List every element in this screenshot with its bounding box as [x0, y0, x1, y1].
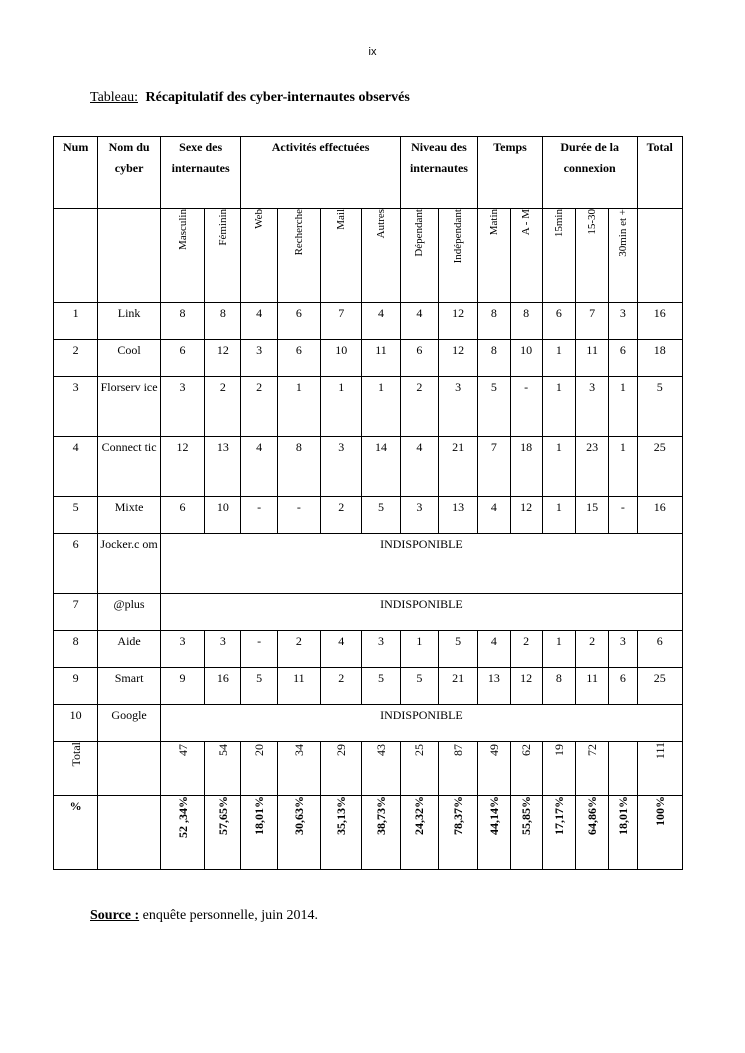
subheader-cell — [321, 209, 362, 303]
subheader-cell-text: Autres — [375, 209, 388, 239]
table-row — [54, 303, 683, 340]
row-cell: 7 — [576, 303, 609, 340]
row-name: Smart — [98, 668, 160, 705]
percent-cell — [205, 796, 241, 870]
row-total: 6 — [637, 631, 682, 668]
percent-cell — [160, 796, 204, 870]
percent-cell-text: 64,86% — [585, 796, 600, 835]
subheader-cell-text: Web — [253, 209, 266, 229]
subheader-cell — [542, 209, 575, 303]
percent-cell-text: 30,63% — [291, 796, 306, 835]
row-cell: 1 — [609, 437, 637, 497]
row-cell: 21 — [438, 668, 477, 705]
totals-label-text: Total — [68, 742, 83, 767]
row-cell: - — [609, 497, 637, 534]
percent-cell-text: 17,17% — [551, 796, 566, 835]
totals-cell-text: 87 — [451, 744, 466, 756]
row-cell: 8 — [478, 303, 510, 340]
totals-cell — [241, 742, 277, 796]
row-cell: - — [241, 497, 277, 534]
row-cell: 5 — [241, 668, 277, 705]
row-cell: 3 — [609, 631, 637, 668]
percent-empty — [98, 796, 160, 870]
row-cell: 21 — [438, 437, 477, 497]
percent-cell — [576, 796, 609, 870]
row-cell: 3 — [609, 303, 637, 340]
row-cell: 9 — [160, 668, 204, 705]
totals-cell — [321, 742, 362, 796]
row-cell: 1 — [542, 497, 575, 534]
source-text: enquête personnelle, juin 2014. — [142, 908, 318, 923]
subheader-cell-text: A - M — [520, 209, 533, 236]
row-cell: 18 — [510, 437, 542, 497]
totals-cell-text: 72 — [585, 744, 600, 756]
totals-cell-text: 19 — [551, 744, 566, 756]
row-cell: - — [241, 631, 277, 668]
subheader-cell-text: Féminin — [216, 209, 229, 246]
row-cell: 12 — [160, 437, 204, 497]
totals-cell-text: 29 — [334, 744, 349, 756]
header-total: Total — [637, 137, 682, 209]
row-total: 16 — [637, 303, 682, 340]
row-cell: 3 — [160, 631, 204, 668]
percent-cell-text: 18,01% — [615, 796, 630, 835]
totals-cell-text: 47 — [175, 744, 190, 756]
table-row — [54, 497, 683, 534]
percent-cell — [321, 796, 362, 870]
header-duree: Durée de la connexion — [542, 137, 637, 209]
row-total: 18 — [637, 340, 682, 377]
row-cell: 16 — [205, 668, 241, 705]
row-cell: 3 — [241, 340, 277, 377]
row-cell: 7 — [478, 437, 510, 497]
header-sexe: Sexe des internautes — [160, 137, 241, 209]
row-cell: 11 — [362, 340, 400, 377]
row-cell: 4 — [400, 437, 438, 497]
totals-cell-text: 25 — [412, 744, 427, 756]
table-row — [54, 340, 683, 377]
subheader-cell-text: 30min et + — [616, 209, 629, 257]
row-cell: 1 — [277, 377, 320, 437]
caption-label: Tableau: — [90, 90, 138, 105]
row-cell: 8 — [205, 303, 241, 340]
row-cell: 5 — [478, 377, 510, 437]
header-temps: Temps — [478, 137, 543, 209]
row-num: 9 — [54, 668, 98, 705]
percent-cell-text: 18,01% — [252, 796, 267, 835]
row-cell: 3 — [438, 377, 477, 437]
table-row — [54, 594, 683, 631]
row-cell: 3 — [321, 437, 362, 497]
row-num: 4 — [54, 437, 98, 497]
row-cell: 5 — [362, 497, 400, 534]
totals-cell — [160, 742, 204, 796]
row-cell: 1 — [321, 377, 362, 437]
row-cell: 2 — [241, 377, 277, 437]
row-cell: 2 — [400, 377, 438, 437]
row-cell: 3 — [362, 631, 400, 668]
row-num: 2 — [54, 340, 98, 377]
subheader-cell — [438, 209, 477, 303]
totals-total — [637, 742, 682, 796]
subheader-cell-text: Recherche — [292, 209, 305, 256]
row-cell: 5 — [438, 631, 477, 668]
row-cell: 23 — [576, 437, 609, 497]
subheader-cell — [400, 209, 438, 303]
row-cell: 4 — [478, 497, 510, 534]
row-cell: 10 — [321, 340, 362, 377]
percent-cell — [478, 796, 510, 870]
row-num: 10 — [54, 705, 98, 742]
row-cell: 4 — [241, 303, 277, 340]
subheader-cell-text: 15min — [552, 209, 565, 238]
totals-cell — [510, 742, 542, 796]
row-cell: 6 — [400, 340, 438, 377]
row-num: 5 — [54, 497, 98, 534]
row-num: 8 — [54, 631, 98, 668]
subheader-cell — [478, 209, 510, 303]
totals-total-text: 111 — [652, 742, 667, 760]
percent-cell-text: 44,14% — [486, 796, 501, 835]
percent-cell-text: 55,85% — [519, 796, 534, 835]
row-cell: 2 — [205, 377, 241, 437]
row-cell: 8 — [510, 303, 542, 340]
row-cell: 12 — [510, 497, 542, 534]
row-name: Link — [98, 303, 160, 340]
row-cell: 1 — [609, 377, 637, 437]
row-num: 7 — [54, 594, 98, 631]
totals-cell — [362, 742, 400, 796]
subheader-empty — [98, 209, 160, 303]
row-cell: 12 — [205, 340, 241, 377]
percent-cell-text: 52 ,34% — [175, 796, 190, 838]
subheader-empty — [54, 209, 98, 303]
subheader-cell — [576, 209, 609, 303]
totals-cell — [400, 742, 438, 796]
row-name: Connect tic — [98, 437, 160, 497]
subheader-cell — [362, 209, 400, 303]
percent-cell-text: 38,73% — [374, 796, 389, 835]
row-cell: 12 — [438, 340, 477, 377]
subheader-cell-text: Matin — [487, 209, 500, 236]
row-cell: 15 — [576, 497, 609, 534]
table-caption — [90, 90, 410, 106]
row-cell: 1 — [362, 377, 400, 437]
row-cell: 11 — [277, 668, 320, 705]
row-cell: 1 — [400, 631, 438, 668]
row-name: Jocker.c om — [98, 534, 160, 594]
percent-cell — [362, 796, 400, 870]
subheader-row — [54, 209, 683, 303]
row-cell: 1 — [542, 377, 575, 437]
row-cell: 1 — [542, 340, 575, 377]
row-cell: 2 — [576, 631, 609, 668]
percent-cell — [438, 796, 477, 870]
row-total: 25 — [637, 437, 682, 497]
source-note — [90, 908, 318, 924]
row-cell: 3 — [205, 631, 241, 668]
row-cell: 13 — [438, 497, 477, 534]
row-total: 25 — [637, 668, 682, 705]
subheader-cell — [160, 209, 204, 303]
table-row — [54, 668, 683, 705]
percent-cell — [277, 796, 320, 870]
row-unavailable: INDISPONIBLE — [160, 534, 682, 594]
header-nom: Nom du cyber — [98, 137, 160, 209]
row-num: 6 — [54, 534, 98, 594]
percent-total-text: 100% — [652, 796, 667, 826]
row-cell: 6 — [277, 340, 320, 377]
row-cell: 3 — [400, 497, 438, 534]
row-name: Aide — [98, 631, 160, 668]
percent-cell — [400, 796, 438, 870]
percent-cell-text: 24,32% — [412, 796, 427, 835]
row-cell: 4 — [478, 631, 510, 668]
table-row — [54, 534, 683, 594]
totals-row — [54, 742, 683, 796]
subheader-cell — [205, 209, 241, 303]
row-cell: 4 — [321, 631, 362, 668]
percent-cell-text: 57,65% — [215, 796, 230, 835]
subheader-empty — [637, 209, 682, 303]
totals-label — [54, 742, 98, 796]
totals-cell — [478, 742, 510, 796]
subheader-cell — [510, 209, 542, 303]
row-cell: 6 — [609, 668, 637, 705]
row-cell: 7 — [321, 303, 362, 340]
table-row — [54, 631, 683, 668]
row-cell: 1 — [542, 631, 575, 668]
totals-cell — [438, 742, 477, 796]
row-cell: 8 — [277, 437, 320, 497]
row-cell: 4 — [241, 437, 277, 497]
row-cell: 11 — [576, 340, 609, 377]
row-cell: 3 — [160, 377, 204, 437]
totals-cell-text: 54 — [215, 744, 230, 756]
subheader-cell — [609, 209, 637, 303]
totals-cell — [542, 742, 575, 796]
row-total: 16 — [637, 497, 682, 534]
row-cell: 4 — [362, 303, 400, 340]
row-name: Florserv ice — [98, 377, 160, 437]
row-cell: 12 — [510, 668, 542, 705]
percent-cell — [542, 796, 575, 870]
row-cell: 6 — [277, 303, 320, 340]
row-cell: 13 — [205, 437, 241, 497]
header-row — [54, 137, 683, 209]
header-activites: Activités effectuées — [241, 137, 400, 209]
row-cell: 4 — [400, 303, 438, 340]
caption-title: Récapitulatif des cyber-internautes observés — [145, 90, 410, 105]
row-cell: 8 — [542, 668, 575, 705]
totals-cell-text: 20 — [252, 744, 267, 756]
percent-row — [54, 796, 683, 870]
subheader-cell-text: Masculin — [176, 209, 189, 250]
subheader-cell — [241, 209, 277, 303]
totals-cell — [576, 742, 609, 796]
row-cell: 12 — [438, 303, 477, 340]
row-num: 3 — [54, 377, 98, 437]
page-number: ix — [368, 46, 377, 58]
percent-label: % — [54, 796, 98, 870]
percent-cell-text: 35,13% — [334, 796, 349, 835]
row-name: @plus — [98, 594, 160, 631]
row-name: Mixte — [98, 497, 160, 534]
row-cell: 6 — [160, 497, 204, 534]
row-cell: 11 — [576, 668, 609, 705]
subheader-cell-text: Dépendant — [413, 209, 426, 257]
row-num: 1 — [54, 303, 98, 340]
row-cell: 6 — [609, 340, 637, 377]
row-name: Google — [98, 705, 160, 742]
totals-cell — [205, 742, 241, 796]
totals-cell-text: 43 — [374, 744, 389, 756]
row-cell: 2 — [510, 631, 542, 668]
subheader-cell-text: Indépendant — [452, 209, 465, 264]
table-row — [54, 377, 683, 437]
row-cell: 5 — [362, 668, 400, 705]
percent-cell — [510, 796, 542, 870]
row-unavailable: INDISPONIBLE — [160, 705, 682, 742]
table-row — [54, 437, 683, 497]
subheader-cell-text: 15-30 — [586, 209, 599, 235]
header-num: Num — [54, 137, 98, 209]
source-label: Source : — [90, 908, 140, 923]
percent-cell-text: 78,37% — [451, 796, 466, 835]
subheader-cell — [277, 209, 320, 303]
row-cell: 8 — [160, 303, 204, 340]
row-cell: 2 — [277, 631, 320, 668]
totals-cell — [609, 742, 637, 796]
totals-cell-text: 49 — [486, 744, 501, 756]
totals-empty — [98, 742, 160, 796]
totals-cell-text: 34 — [291, 744, 306, 756]
percent-cell — [609, 796, 637, 870]
row-cell: 14 — [362, 437, 400, 497]
percent-total — [637, 796, 682, 870]
summary-table — [53, 136, 683, 870]
row-unavailable: INDISPONIBLE — [160, 594, 682, 631]
row-cell: 10 — [510, 340, 542, 377]
subheader-cell-text: Mail — [335, 209, 348, 230]
row-cell: 3 — [576, 377, 609, 437]
row-cell: 2 — [321, 497, 362, 534]
row-cell: 1 — [542, 437, 575, 497]
header-niveau: Niveau des internautes — [400, 137, 478, 209]
row-cell: 6 — [160, 340, 204, 377]
table-row — [54, 705, 683, 742]
row-cell: - — [510, 377, 542, 437]
row-cell: 5 — [400, 668, 438, 705]
row-cell: 10 — [205, 497, 241, 534]
totals-cell — [277, 742, 320, 796]
row-cell: 6 — [542, 303, 575, 340]
row-cell: 13 — [478, 668, 510, 705]
row-cell: - — [277, 497, 320, 534]
percent-cell — [241, 796, 277, 870]
totals-cell-text: 62 — [519, 744, 534, 756]
row-cell: 2 — [321, 668, 362, 705]
row-name: Cool — [98, 340, 160, 377]
row-total: 5 — [637, 377, 682, 437]
row-cell: 8 — [478, 340, 510, 377]
